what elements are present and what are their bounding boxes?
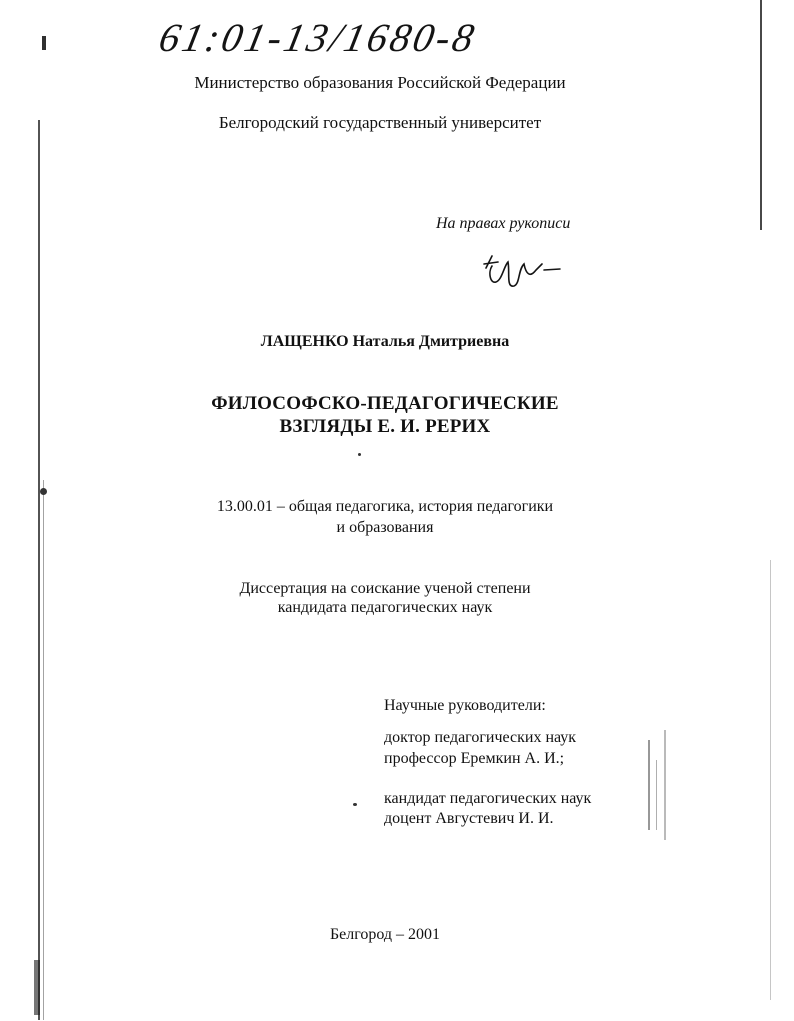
manuscript-note: На правах рукописи: [436, 215, 571, 232]
dissertation-title-line2: ВЗГЛЯДЫ Е. И. РЕРИХ: [279, 416, 491, 437]
scan-left-margin-line-thin: [43, 480, 44, 1020]
scan-bottom-stripe-2: [656, 760, 657, 830]
dissertation-title-line1: ФИЛОСОФСКО-ПЕДАГОГИЧЕСКИЕ: [211, 393, 559, 414]
city-year: Белгород – 2001: [329, 926, 441, 943]
advisors-heading: Научные руководители:: [384, 697, 546, 714]
scan-speck: [358, 453, 361, 456]
scan-bottom-stripe-3: [664, 730, 666, 840]
university-name: Белгородский государственный университет: [218, 113, 542, 132]
handwritten-registry-number: 61:01-13/1680-8: [155, 15, 481, 60]
advisor2-degree: кандидат педагогических наук: [384, 790, 592, 807]
scan-left-margin-line: [38, 120, 40, 1020]
specialty-line1: 13.00.01 – общая педагогика, история педагогики: [216, 498, 554, 515]
scan-bottom-stripe-1: [648, 740, 650, 830]
scan-top-left-mark: [42, 36, 46, 50]
author-name: ЛАЩЕНКО Наталья Дмитриевна: [260, 333, 510, 350]
signature-text: Н.Лащ: [480, 248, 483, 249]
advisor2-name: доцент Августевич И. И.: [384, 810, 554, 827]
degree-line1: Диссертация на соискание ученой степени: [239, 580, 531, 597]
scan-right-margin-line-faint: [770, 560, 771, 1000]
degree-line2: кандидата педагогических наук: [277, 599, 493, 616]
advisor1-degree: доктор педагогических наук: [384, 729, 577, 746]
specialty-line2: и образования: [336, 519, 434, 536]
scan-left-bottom-mark: [34, 960, 40, 1015]
author-signature: [480, 248, 570, 294]
ministry-name: Министерство образования Российской Федерации: [194, 73, 566, 92]
scan-right-margin-line: [760, 0, 762, 230]
advisor1-name: профессор Еремкин А. И.;: [384, 750, 565, 767]
scan-speck: [353, 803, 357, 806]
scan-speck: [40, 488, 47, 495]
